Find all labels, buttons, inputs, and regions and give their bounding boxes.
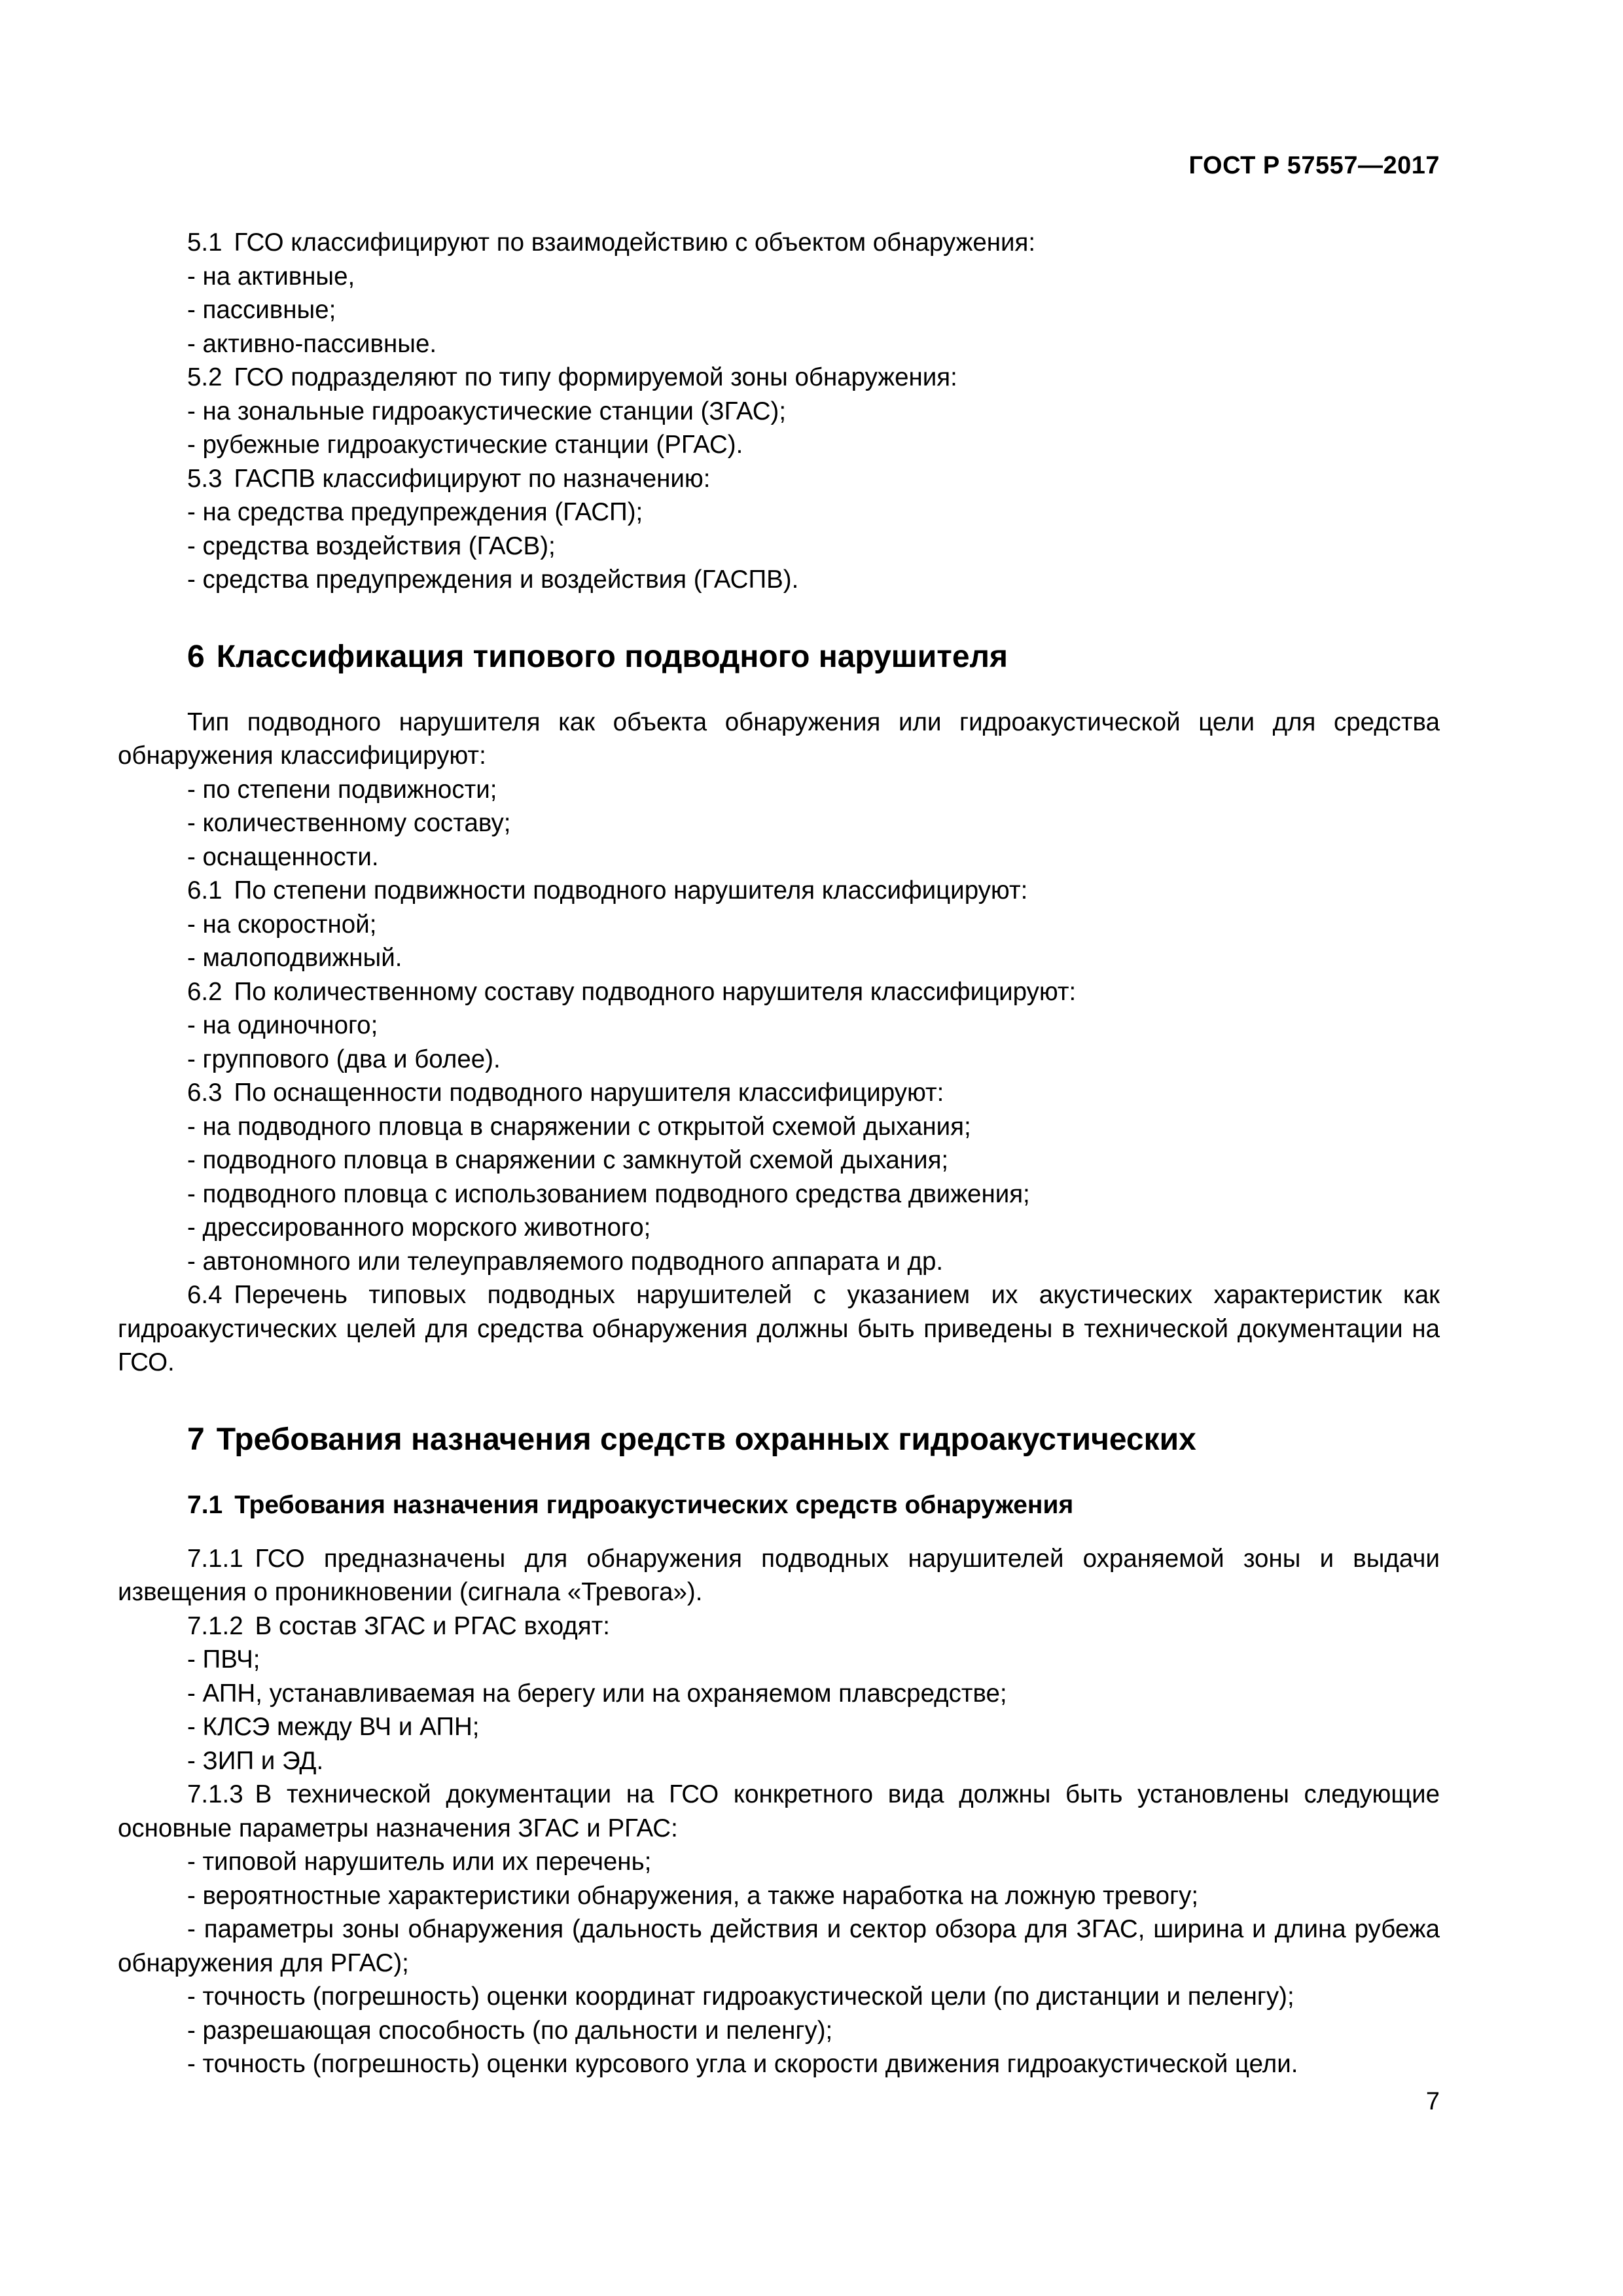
clause-number: 6.1: [187, 876, 223, 905]
list-item: - вероятностные характеристики обнаружения, а также наработка на ложную тревогу;: [187, 1881, 1199, 1910]
list-item: - на активные,: [187, 262, 355, 291]
clause-number: 7.1.2: [187, 1611, 243, 1640]
clause-number: 6.2: [187, 977, 223, 1006]
clause-text: ГАСПВ классифицируют по назначению:: [234, 464, 711, 493]
list-item: - дрессированного морского животного;: [187, 1213, 651, 1242]
clause-text: В технической документации на ГСО конкретного вида должны быть установлены следующие основные параметры назначения ЗГАС и РГАС:: [118, 1780, 1440, 1842]
document-page: [118, 0, 1440, 2296]
list-item: - малоподвижный.: [187, 944, 402, 972]
document-body: [118, 226, 1440, 2081]
list-item: - на скоростной;: [187, 910, 377, 939]
section-number: 6: [187, 639, 205, 674]
list-item: - на средства предупреждения (ГАСП);: [187, 498, 643, 526]
list-item: - АПН, устанавливаемая на берегу или на охраняемом плавсредстве;: [187, 1679, 1007, 1708]
list-item: - ПВЧ;: [187, 1645, 260, 1674]
paragraph-6-2: [118, 975, 1440, 1009]
clause-text: ГСО классифицируют по взаимодействию с объектом обнаружения:: [234, 228, 1036, 257]
section-title: Классификация типового подводного нарушителя: [216, 639, 1008, 674]
subsection-7-1-heading: [118, 1488, 1440, 1522]
list-item: - по степени подвижности;: [187, 775, 497, 804]
section-6-heading: [118, 637, 1440, 677]
section-number: 7: [187, 1422, 205, 1457]
paragraph-5-3: [118, 462, 1440, 496]
list-item: - оснащенности.: [187, 842, 379, 871]
list-item: - типовой нарушитель или их перечень;: [187, 1848, 652, 1876]
list-item: - автономного или телеуправляемого подводного аппарата и др.: [187, 1247, 944, 1276]
clause-number: 6.3: [187, 1079, 223, 1107]
clause-text: Перечень типовых подводных нарушителей с указанием их акустических характеристик как гидроакустических целей для средства обнаружения должны быть приведены в технической документации на ГСО.: [118, 1281, 1440, 1376]
clause-text: По оснащенности подводного нарушителя классифицируют:: [234, 1079, 944, 1107]
list-item: - группового (два и более).: [187, 1045, 501, 1073]
clause-number: 5.3: [187, 464, 223, 493]
paragraph-5-2: [118, 361, 1440, 395]
clause-text: По степени подвижности подводного нарушителя классифицируют:: [234, 876, 1028, 905]
list-item: - на подводного пловца в снаряжении с открытой схемой дыхания;: [187, 1112, 971, 1141]
list-item: - разрешающая способность (по дальности и пеленгу);: [187, 2016, 833, 2045]
clause-number: 7.1.3: [187, 1780, 243, 1808]
paragraph-7-1-2: [118, 1609, 1440, 1643]
section-6-intro: Тип подводного нарушителя как объекта обнаружения или гидроакустической цели для средства обнаружения классифицируют:: [118, 708, 1440, 770]
list-item: - точность (погрешность) оценки координат гидроакустической цели (по дистанции и пеленгу);: [187, 1982, 1294, 2011]
list-item: - на зональные гидроакустические станции (ЗГАС);: [187, 397, 787, 425]
list-item: - точность (погрешность) оценки курсового угла и скорости движения гидроакустической цели.: [187, 2050, 1298, 2078]
clause-text: ГСО подразделяют по типу формируемой зоны обнаружения:: [234, 363, 957, 391]
list-item: - средства воздействия (ГАСВ);: [187, 531, 556, 560]
document-code-header: ГОСТ Р 57557—2017: [1188, 152, 1440, 179]
clause-text: ГСО предназначены для обнаружения подводных нарушителей охраняемой зоны и выдачи извещения о проникновении (сигнала «Тревога»).: [118, 1544, 1440, 1606]
list-item: - рубежные гидроакустические станции (РГАС).: [187, 431, 743, 459]
paragraph-7-1-3: [118, 1778, 1440, 1845]
list-item: - активно-пассивные.: [187, 329, 437, 358]
subsection-number: 7.1: [187, 1490, 223, 1519]
paragraph-6-4: [118, 1278, 1440, 1380]
paragraph-6-3: [118, 1076, 1440, 1110]
paragraph-5-1: [118, 226, 1440, 260]
clause-number: 6.4: [187, 1281, 223, 1309]
list-item: - пассивные;: [187, 296, 336, 324]
paragraph-7-1-1: [118, 1542, 1440, 1609]
section-7-heading: [118, 1420, 1440, 1460]
clause-text: По количественному составу подводного нарушителя классифицируют:: [234, 977, 1077, 1006]
clause-number: 7.1.1: [187, 1544, 243, 1573]
section-title: Требования назначения средств охранных гидроакустических: [216, 1422, 1196, 1457]
list-item: - подводного пловца в снаряжении с замкнутой схемой дыхания;: [187, 1146, 949, 1174]
clause-number: 5.2: [187, 363, 223, 391]
subsection-title: Требования назначения гидроакустических средств обнаружения: [234, 1490, 1074, 1519]
list-item: - КЛСЭ между ВЧ и АПН;: [187, 1713, 480, 1741]
list-item: - ЗИП и ЭД.: [187, 1746, 324, 1775]
clause-text: В состав ЗГАС и РГАС входят:: [255, 1611, 610, 1640]
list-item: - средства предупреждения и воздействия (ГАСПВ).: [187, 565, 799, 594]
list-item: - на одиночного;: [187, 1011, 378, 1039]
list-item: - параметры зоны обнаружения (дальность действия и сектор обзора для ЗГАС, ширина и длина рубежа обнаружения для РГАС);: [118, 1915, 1440, 1977]
clause-number: 5.1: [187, 228, 223, 257]
list-item: - количественному составу;: [187, 809, 511, 837]
list-item: - подводного пловца с использованием подводного средства движения;: [187, 1179, 1030, 1208]
paragraph-6-1: [118, 874, 1440, 908]
page-number: 7: [1425, 2088, 1440, 2115]
